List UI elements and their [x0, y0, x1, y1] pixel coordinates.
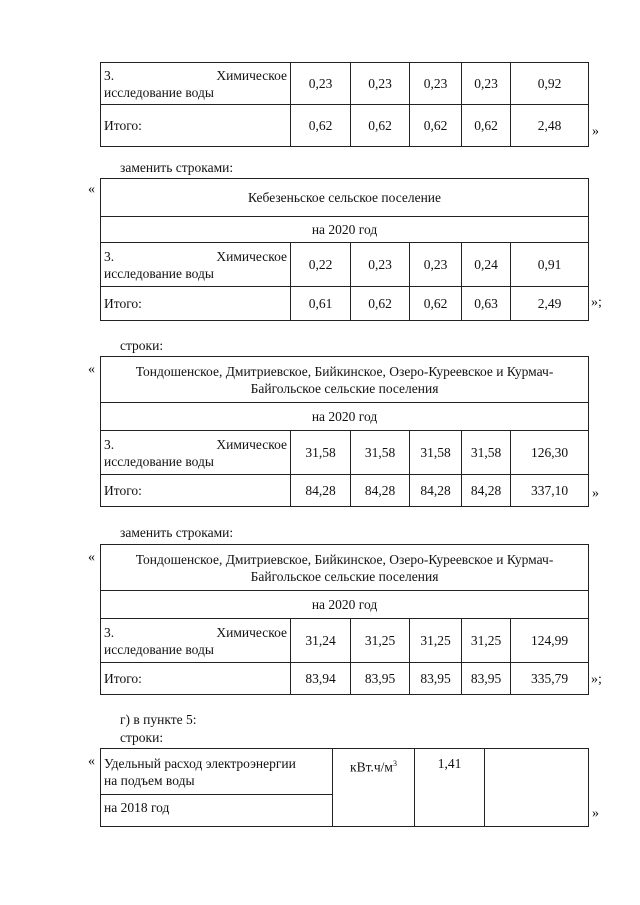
closing-quote: » — [592, 124, 599, 139]
value-cell: 0,63 — [462, 287, 511, 321]
table-row — [101, 431, 589, 475]
value-cell: 31,25 — [351, 619, 410, 663]
row-label: 3. Химическое исследование воды — [101, 243, 291, 287]
opening-quote: « — [88, 550, 95, 565]
value-cell: 0,92 — [511, 63, 589, 105]
value-cell: 83,95 — [410, 663, 462, 695]
settlement-header: Тондошенское, Дмитриевское, Бийкинское, Озеро-Куреевское и Курмач- Байгольское сельские поселения — [101, 357, 589, 403]
year-header: на 2020 год — [101, 217, 589, 243]
value-cell: 1,41 — [415, 749, 485, 827]
total-label: Итого: — [101, 475, 291, 507]
value-cell: 0,23 — [410, 63, 462, 105]
value-cell: 84,28 — [410, 475, 462, 507]
value-cell: 83,94 — [291, 663, 351, 695]
value-cell: 0,23 — [462, 63, 511, 105]
table-electricity — [100, 748, 589, 827]
total-label: Итого: — [101, 287, 291, 321]
table-row-total — [101, 105, 589, 147]
value-cell: 0,23 — [351, 243, 410, 287]
table-chemical-old-2 — [100, 356, 589, 507]
value-cell: 0,24 — [462, 243, 511, 287]
instruction-text: заменить строками: — [120, 525, 234, 540]
value-cell: 84,28 — [462, 475, 511, 507]
value-cell: 83,95 — [462, 663, 511, 695]
unit-cell: $кВт.ч/м^3$ — [333, 749, 415, 827]
settlement-header: Кебезеньское сельское поселение — [101, 179, 589, 217]
table-row — [101, 749, 589, 795]
opening-quote: « — [88, 182, 95, 197]
value-cell: 124,99 — [511, 619, 589, 663]
value-cell: 0,23 — [351, 63, 410, 105]
value-cell: 0,22 — [291, 243, 351, 287]
row-label: 3. Химическое исследование воды — [101, 63, 291, 105]
value-cell: 0,62 — [291, 105, 351, 147]
year-label: на 2018 год — [101, 795, 333, 827]
table-row-total — [101, 475, 589, 507]
instruction-text: строки: — [120, 338, 164, 353]
opening-quote: « — [88, 362, 95, 377]
value-cell: 337,10 — [511, 475, 589, 507]
table-chemical-new-2 — [100, 544, 589, 695]
value-cell: 0,91 — [511, 243, 589, 287]
settlement-header: Тондошенское, Дмитриевское, Бийкинское, Озеро-Куреевское и Курмач- Байгольское сельские поселения — [101, 545, 589, 591]
closing-quote: »; — [591, 672, 602, 687]
year-header: на 2020 год — [101, 403, 589, 431]
value-cell: 84,28 — [351, 475, 410, 507]
value-cell: 335,79 — [511, 663, 589, 695]
value-cell: 31,58 — [410, 431, 462, 475]
closing-quote: »; — [591, 295, 602, 310]
value-cell: 84,28 — [291, 475, 351, 507]
value-cell: 31,24 — [291, 619, 351, 663]
total-label: Итого: — [101, 105, 291, 147]
value-cell: 31,25 — [410, 619, 462, 663]
table-row-total — [101, 287, 589, 321]
value-cell: 0,62 — [351, 105, 410, 147]
empty-cell — [485, 749, 589, 827]
value-cell: 31,58 — [291, 431, 351, 475]
row-label: 3. Химическое исследование воды — [101, 431, 291, 475]
table-row — [101, 619, 589, 663]
table-row — [101, 243, 589, 287]
instruction-text: строки: — [120, 730, 164, 745]
closing-quote: » — [592, 486, 599, 501]
value-cell: 83,95 — [351, 663, 410, 695]
opening-quote: « — [88, 754, 95, 769]
closing-quote: » — [592, 806, 599, 821]
value-cell: 2,48 — [511, 105, 589, 147]
value-cell: 31,25 — [462, 619, 511, 663]
clause-label: г) в пункте 5: — [120, 712, 197, 727]
row-label: Удельный расход электроэнергии на подъем воды — [101, 749, 333, 795]
table-row-total — [101, 663, 589, 695]
year-header: на 2020 год — [101, 591, 589, 619]
table-chemical-old-1 — [100, 62, 589, 147]
value-cell: 0,62 — [410, 105, 462, 147]
table-chemical-new-1 — [100, 178, 589, 321]
value-cell: 126,30 — [511, 431, 589, 475]
value-cell: 0,23 — [410, 243, 462, 287]
value-cell: 0,61 — [291, 287, 351, 321]
value-cell: 0,62 — [351, 287, 410, 321]
value-cell: 31,58 — [351, 431, 410, 475]
value-cell: 0,23 — [291, 63, 351, 105]
value-cell: 2,49 — [511, 287, 589, 321]
instruction-text: заменить строками: — [120, 160, 234, 175]
value-cell: 0,62 — [410, 287, 462, 321]
total-label: Итого: — [101, 663, 291, 695]
table-row — [101, 63, 589, 105]
value-cell: 0,62 — [462, 105, 511, 147]
row-label: 3. Химическое исследование воды — [101, 619, 291, 663]
value-cell: 31,58 — [462, 431, 511, 475]
